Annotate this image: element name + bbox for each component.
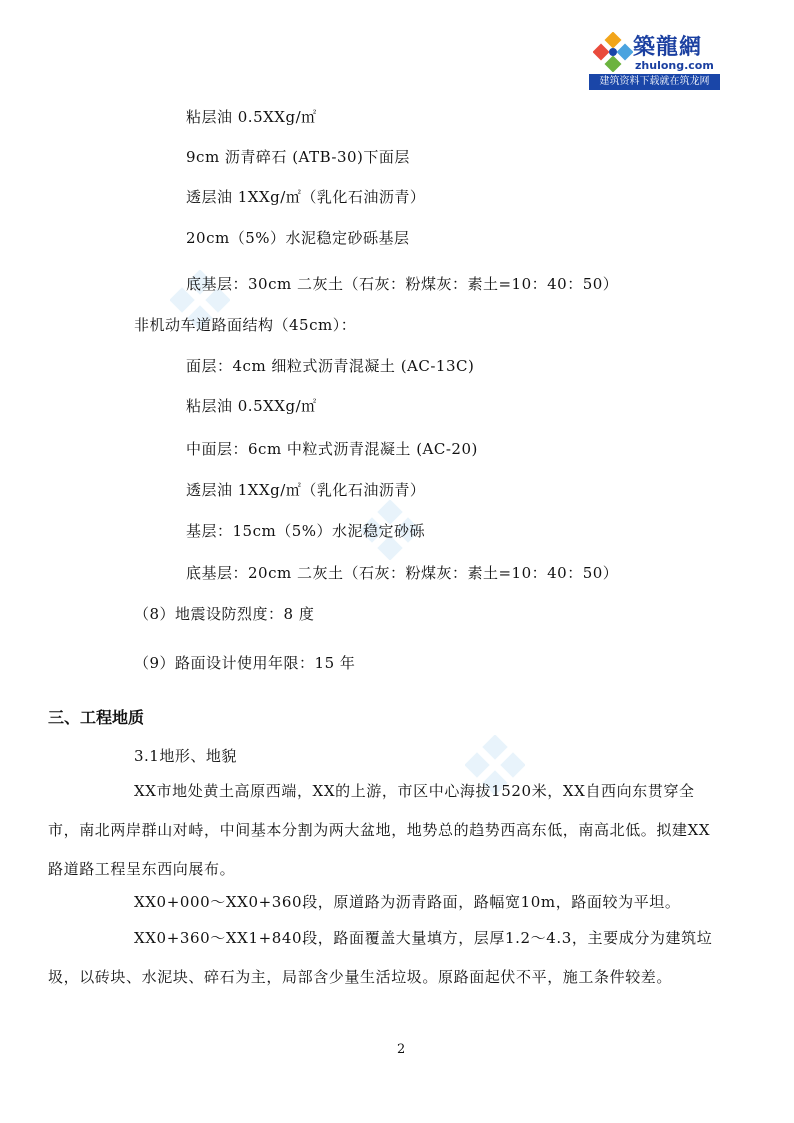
subheading: 3.1地形、地貌: [134, 747, 237, 765]
paragraph: XX0+000～XX0+360段，原道路为沥青路面，路幅宽10m，路面较为平坦。: [134, 893, 681, 911]
text-line: 9cm 沥青碎石 (ATB-30)下面层: [186, 148, 410, 166]
text-line: 底基层：30cm 二灰土（石灰：粉煤灰：素土=10：40：50）: [186, 275, 619, 293]
text-line: （8）地震设防烈度：8 度: [134, 605, 315, 623]
text-line: 基层：15cm（5%）水泥稳定砂砾: [186, 522, 426, 540]
text-line: 20cm（5%）水泥稳定砂砾基层: [186, 229, 410, 247]
text-line: 粘层油 0.5XXg/㎡: [186, 397, 317, 415]
text-line: 中面层：6cm 中粒式沥青混凝土 (AC-20): [186, 440, 478, 458]
text-line: 透层油 1XXg/㎡（乳化石油沥青）: [186, 481, 426, 499]
text-line: 面层：4cm 细粒式沥青混凝土 (AC-13C): [186, 357, 475, 375]
paragraph: XX市地处黄土高原西端，XX的上游，市区中心海拔1520米，XX自西向东贯穿全市，南北两岸群山对峙，中间基本分割为两大盆地，地势总的趋势西高东低，南高北低。拟建XX路道路工程呈东西向展布。: [48, 782, 711, 878]
logo-name: 築龍網: [633, 35, 703, 60]
snowflake-logo-icon: [593, 32, 633, 72]
text-line: 底基层：20cm 二灰土（石灰：粉煤灰：素土=10：40：50）: [186, 564, 619, 582]
logo-domain: zhulong.com: [635, 59, 714, 72]
zhulong-logo: [589, 26, 720, 90]
text-line: （9）路面设计使用年限：15 年: [134, 654, 356, 672]
text-line: 透层油 1XXg/㎡（乳化石油沥青）: [186, 188, 426, 206]
section-heading: 三、工程地质: [48, 708, 145, 727]
text-line: 粘层油 0.5XXg/㎡: [186, 108, 317, 126]
logo-banner: 建筑资料下载就在筑龙网: [589, 74, 720, 90]
page-number: 2: [397, 1042, 406, 1057]
paragraph: XX0+360～XX1+840段，路面覆盖大量填方，层厚1.2～4.3，主要成分为建筑垃圾，以砖块、水泥块、碎石为主，局部含少量生活垃圾。原路面起伏不平，施工条件较差。: [48, 929, 713, 986]
text-line: 非机动车道路面结构（45cm）：: [134, 316, 357, 334]
